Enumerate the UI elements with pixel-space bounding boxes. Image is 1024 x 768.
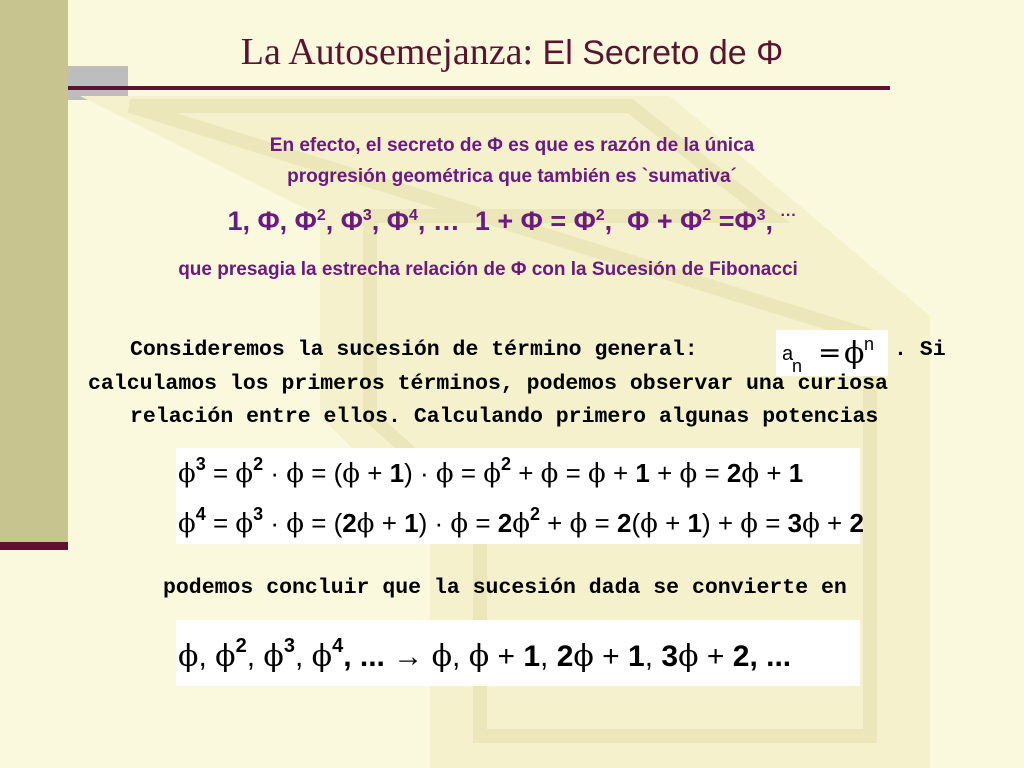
- body-line-1a: Consideremos la sucesión de término general:: [130, 338, 698, 362]
- title-underline: [68, 86, 890, 90]
- svg-text:ϕ4 = ϕ3 · ϕ = (2ϕ + 1) · ϕ = 2: $\phi^4 = \phi^3 \cdot \phi = (2\phi + 1) \cdot \phi = 2\phi^2 + \phi = 2(\phi + 1) + \phi = 3\phi + 2$: [178, 504, 864, 539]
- left-band-underline: [0, 542, 68, 550]
- svg-text:=: =: [818, 336, 842, 369]
- equation-phi4: [178, 504, 864, 539]
- slide-title: [0, 30, 1024, 74]
- svg-text:n: n: [792, 356, 803, 376]
- intro-line-1: En efecto, el secreto de Φ es que es razón de la única: [269, 135, 755, 156]
- general-term-formula: [776, 330, 888, 376]
- final-sequence-equation: [176, 620, 860, 686]
- svg-text:ϕ, ϕ2, ϕ3, ϕ4, ... → ϕ, ϕ + 1,: ϕ, $\phi^2$, $\phi^3$, $\phi^4$, ... → ϕ, ϕ + 1, 2ϕ + 1, 3ϕ + 2, ...: [178, 635, 792, 674]
- equation-phi3: [178, 454, 803, 489]
- body-line-1: [130, 338, 698, 362]
- intro-line-3: que presagia la estrecha relación de Φ con la Sucesión de Fibonacci: [178, 259, 798, 280]
- intro-line-2: progresión geométrica que también es `sumativa´: [287, 166, 737, 187]
- body-line-3: relación entre ellos. Calculando primero algunas potencias: [130, 405, 879, 429]
- phi-power-equations: [176, 448, 864, 544]
- svg-text:ϕ: ϕ: [844, 336, 865, 371]
- body-line-2: calculamos los primeros términos, podemos observar una curiosa: [88, 372, 888, 396]
- svg-text:n: n: [864, 334, 875, 354]
- svg-text:ϕ3 = ϕ2 · ϕ = (ϕ + 1) · ϕ = ϕ2: $\phi^3 = \phi^2 \cdot \phi = (\phi + 1) \cdot \phi = \phi^2 + \phi = \phi + 1 + \phi = 2\phi + 1$: [178, 454, 804, 489]
- title-part-2: El Secreto de Φ: [542, 34, 784, 72]
- body-line-1b: . Si: [894, 338, 946, 362]
- title-part-1: La Autosemejanza:: [240, 31, 543, 73]
- conclusion-text: podemos concluir que la sucesión dada se convierte en: [163, 576, 847, 600]
- svg-text:a: a: [782, 343, 794, 365]
- geometric-sequence: 1, Φ, $\Phi^2$, $\Phi^3$, $\Phi^4$, … $1 + \Phi = \Phi^2$, $\Phi + \Phi^2 =\Phi^3$, ···: [227, 206, 797, 236]
